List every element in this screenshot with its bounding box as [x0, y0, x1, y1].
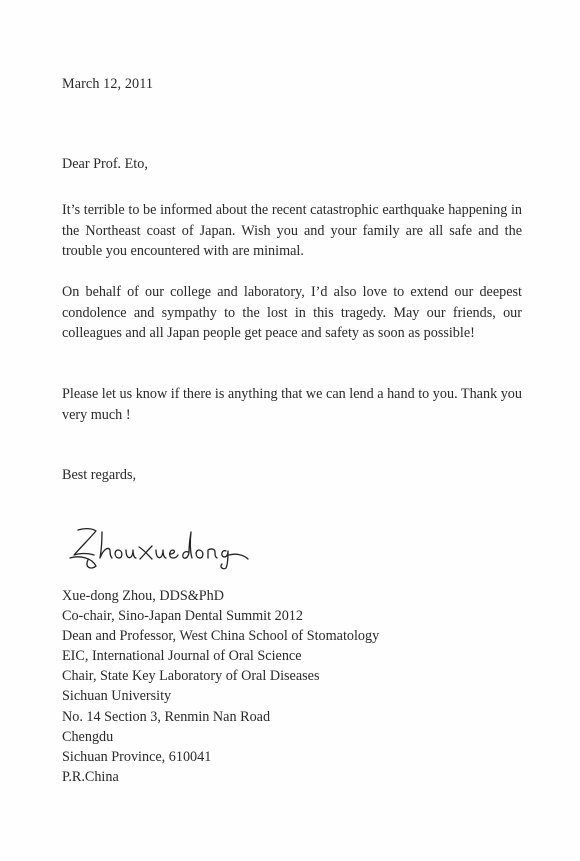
- closing: Best regards,: [62, 467, 137, 483]
- address-city: Chengdu: [62, 728, 114, 745]
- address-university: Sichuan University: [62, 688, 172, 705]
- paragraph-3: Please let us know if there is anything that we can lend a hand to you. Thank you very much !: [62, 386, 522, 423]
- sender-title-2: Dean and Professor, West China School of Stomatology: [62, 628, 380, 645]
- address-province: Sichuan Province, 610041: [62, 748, 212, 765]
- handwritten-signature: [66, 522, 266, 572]
- sender-title-1: Co-chair, Sino-Japan Dental Summit 2012: [62, 608, 303, 625]
- letter-date: March 12, 2011: [62, 76, 154, 92]
- paragraph-1: It’s terrible to be informed about the recent catastrophic earthquake happening in the Northeast coast of Japan. Wish you and your family are all safe and the trouble you encountered with are minimal.: [62, 202, 522, 260]
- address-street: No. 14 Section 3, Renmin Nan Road: [62, 708, 271, 725]
- signature-block: [62, 586, 379, 787]
- salutation: Dear Prof. Eto,: [62, 156, 148, 172]
- address-country: P.R.China: [62, 768, 119, 785]
- sender-title-4: Chair, State Key Laboratory of Oral Diseases: [62, 668, 320, 685]
- sender-title-3: EIC, International Journal of Oral Science: [62, 648, 302, 665]
- sender-name: Xue-dong Zhou, DDS&PhD: [62, 588, 224, 604]
- paragraph-2: On behalf of our college and laboratory, I’d also love to extend our deepest condolence and sympathy to the lost in this tragedy. May our friends, our colleagues and all Japan people get peace and safety as soon as possible!: [62, 284, 522, 342]
